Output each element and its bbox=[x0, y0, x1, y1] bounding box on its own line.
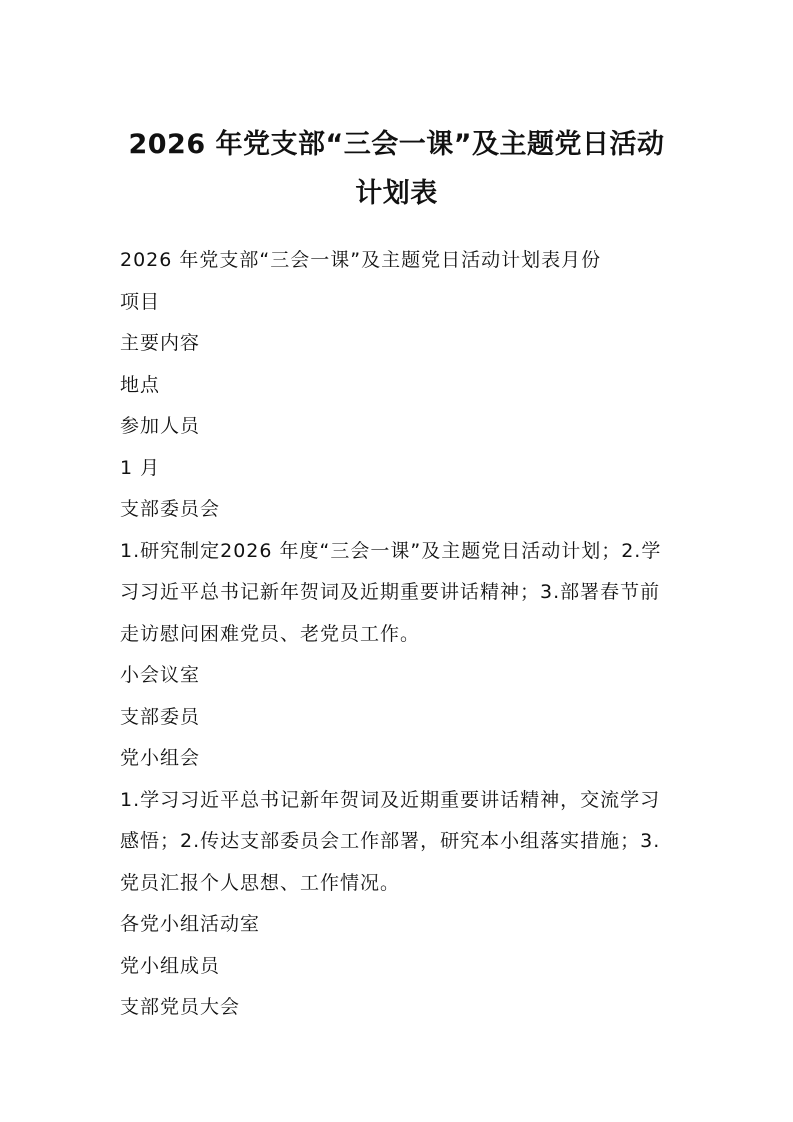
document-body bbox=[120, 240, 680, 1029]
paragraph-heading: 2026 年党支部“三会一课”及主题党日活动计划表月份 bbox=[120, 249, 602, 271]
paragraph-meeting-type: 支部委员会 bbox=[120, 498, 221, 520]
paragraph-location: 各党小组活动室 bbox=[120, 913, 261, 935]
paragraph-location: 小会议室 bbox=[120, 664, 201, 686]
paragraph-meeting-content: 1.研究制定2026 年度“三会一课”及主题党日活动计划；2.学习习近平总书记新年贺词及近期重要讲话精神；3.部署春节前走访慰问困难党员、老党员工作。 bbox=[120, 539, 662, 645]
paragraph-item: 项目 bbox=[120, 290, 161, 313]
paragraph-meeting-type: 党小组会 bbox=[120, 747, 201, 769]
title-line-1: 2026 年党支部“三会一课”及主题党日活动 bbox=[128, 129, 665, 160]
document-title bbox=[100, 120, 693, 218]
paragraph-participants: 党小组成员 bbox=[120, 954, 221, 977]
paragraph-meeting-type: 支部党员大会 bbox=[120, 996, 241, 1018]
paragraph-participants: 参加人员 bbox=[120, 415, 201, 437]
paragraph-participants: 支部委员 bbox=[120, 705, 201, 728]
paragraph-location: 地点 bbox=[120, 373, 161, 396]
paragraph-month: 1 月 bbox=[120, 456, 161, 479]
paragraph-content: 主要内容 bbox=[120, 332, 201, 354]
title-line-2: 计划表 bbox=[355, 178, 438, 209]
paragraph-meeting-content: 1.学习习近平总书记新年贺词及近期重要讲话精神，交流学习感悟；2.传达支部委员会工作部署，研究本小组落实措施；3.党员汇报个人思想、工作情况。 bbox=[120, 788, 661, 894]
